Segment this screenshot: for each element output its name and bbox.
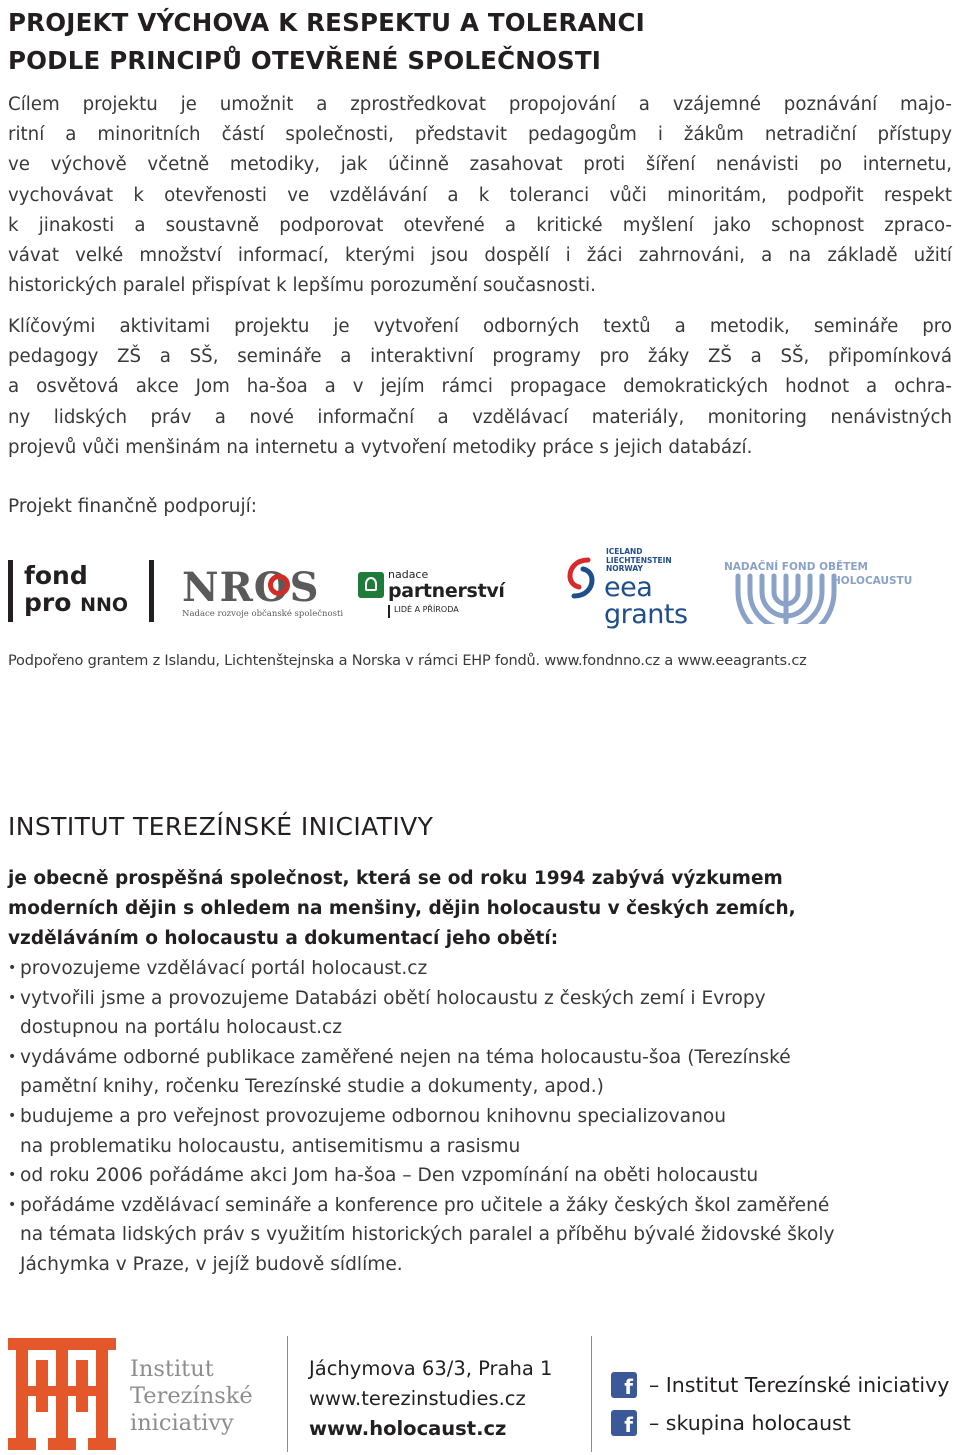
paragraph-line: Cílem projektu je umožnit a zprostředkovat propojování a vzájemné poznávání majo-	[8, 94, 952, 115]
list-item	[8, 1191, 952, 1280]
facebook-icon: f	[611, 1410, 637, 1436]
activities-list	[8, 954, 952, 1280]
list-item-line: • vytvořili jsme a provozujeme Databázi obětí holocaustu z českých zemí i Evropy	[20, 987, 766, 1009]
grant-note: Podpořeno grantem z Islandu, Lichtenštejnska a Norska v rámci EHP fondů. www.fondnno.cz a www.eeagrants.cz	[8, 653, 807, 669]
project-title	[8, 4, 645, 80]
list-item-line: Jáchymka v Praze, v jejíž budově sídlíme.	[20, 1253, 403, 1275]
institute-title: INSTITUT TEREZÍNSKÉ INICIATIVY	[8, 812, 434, 841]
support-label: Projekt finančně podporují:	[8, 496, 258, 517]
facebook-icon: f	[611, 1372, 637, 1398]
list-item-line: • vydáváme odborné publikace zaměřené nejen na téma holocaustu-šoa (Terezínské	[20, 1046, 791, 1068]
institute-name-line: Institut	[130, 1356, 214, 1382]
fondnno-logo[interactable]	[8, 560, 156, 626]
project-title-line-1: PROJEKT VÝCHOVA K RESPEKTU A TOLERANCI	[8, 8, 645, 37]
institute-lead	[8, 864, 952, 954]
lead-line: je obecně prospěšná společnost, která se od roku 1994 zabývá výzkumem	[8, 868, 783, 889]
list-item-line: pamětní knihy, ročenku Terezínské studie a dokumenty, apod.)	[20, 1076, 604, 1098]
paragraph-line: ve výchově včetně metodiky, jak účinně zasahovat proti šíření nenávisti po internetu,	[8, 154, 952, 176]
facebook-link-group[interactable]	[611, 1404, 949, 1442]
nfoh-line-2: HOLOCAUSTU	[832, 575, 913, 587]
footer-divider	[287, 1336, 288, 1452]
social-links	[611, 1366, 949, 1442]
partnerstvi-logo[interactable]	[358, 570, 508, 620]
institute-name-line: Terezínské	[130, 1383, 253, 1409]
footer-divider	[591, 1336, 592, 1452]
lead-line: vzděláváním o holocaustu a dokumentací jeho obětí:	[8, 928, 559, 949]
address: Jáchymova 63/3, Praha 1	[309, 1357, 553, 1380]
menorah-icon	[726, 568, 846, 624]
nros-logo[interactable]	[182, 564, 344, 619]
eea-line-2: grants	[604, 599, 688, 630]
list-item-line: • budujeme a pro veřejnost provozujeme odbornou knihovnu specializovanou	[20, 1105, 727, 1127]
paragraph-line: Klíčovými aktivitami projektu je vytvoření odborných textů a metodik, semináře pro	[8, 316, 952, 337]
institute-name-line: iniciativy	[130, 1410, 234, 1436]
facebook-link-institute[interactable]	[611, 1366, 949, 1404]
list-item-line: • pořádáme vzdělávací semináře a konference pro učitele a žáky českých škol zaměřené	[20, 1194, 830, 1216]
fondnno-right-bar	[149, 560, 154, 622]
list-item-line: • provozujeme vzdělávací portál holocaust.cz	[20, 958, 428, 979]
list-item	[8, 984, 952, 1043]
fondnno-line-2b: NNO	[80, 594, 129, 616]
list-item-line: dostupnou na portálu holocaust.cz	[20, 1017, 343, 1039]
website-holocaust-link[interactable]: www.holocaust.cz	[309, 1417, 507, 1440]
website-terezinstudies-link[interactable]: www.terezinstudies.cz	[309, 1387, 526, 1410]
eea-swirl-icon	[566, 556, 596, 600]
paragraph-line: a osvětová akce Jom ha-šoa a v jejím rámci propagace demokratických hodnot a ochra-	[8, 376, 952, 398]
paragraph-line: vávat velké množství informací, kterými jsou dospělí i žáci zahrnováni, a na základě užití	[8, 245, 952, 267]
paragraph-line: ritní a minoritních částí společnosti, představit pedagogům i žákům netradiční přístupy	[8, 124, 952, 146]
partnerstvi-main: partnerství	[388, 580, 505, 602]
institute-logo-icon	[8, 1338, 116, 1450]
project-title-line-2: PODLE PRINCIPŮ OTEVŘENÉ SPOLEČNOSTI	[8, 46, 602, 75]
activities-paragraph	[8, 312, 952, 463]
list-item-line: • od roku 2006 pořádáme akci Jom ha-šoa – Den vzpomínání na oběti holocaustu	[20, 1165, 759, 1187]
contact-block	[309, 1354, 552, 1444]
paragraph-line: projevů vůči menšinám na internetu a vytvoření metodiky práce s jejich databází.	[8, 436, 753, 458]
nros-caption: Nadace rozvoje občanské společnosti	[182, 609, 344, 619]
partnerstvi-caption: LIDÉ A PŘÍRODA	[394, 605, 459, 614]
funder-logos	[8, 548, 952, 640]
partnerstvi-top: nadace	[388, 568, 429, 581]
social-label: – Institut Terezínské iniciativy	[649, 1373, 950, 1397]
paragraph-line: historických paralel přispívat k lepšímu porozumění současnosti.	[8, 275, 596, 297]
social-label: – skupina holocaust	[649, 1411, 851, 1435]
list-item-line: na témata lidských práv s využitím historických paralel a příběhu bývalé židovské školy	[20, 1224, 835, 1246]
nros-circle-mark	[268, 574, 290, 596]
eea-grants-logo[interactable]	[566, 548, 696, 634]
intro-paragraph	[8, 90, 952, 301]
list-item	[8, 1161, 952, 1191]
paragraph-line: pedagogy ZŠ a SŠ, semináře a interaktivní programy pro žáky ZŠ a SŠ, připomínková	[8, 346, 952, 368]
partnerstvi-mark-icon	[358, 572, 384, 598]
eea-country-1: ICELAND	[606, 547, 643, 556]
list-item-line: na problematiku holocaustu, antisemitismu a rasismu	[20, 1135, 521, 1157]
list-item	[8, 1102, 952, 1161]
nfoh-logo[interactable]	[724, 558, 924, 638]
list-item	[8, 1043, 952, 1102]
list-item	[8, 954, 952, 984]
fondnno-left-bar	[8, 560, 13, 622]
paragraph-line: vychovávat k otevřenosti ve vzdělávání a k toleranci vůči minoritám, podpořit respekt	[8, 184, 952, 206]
eea-country-3: NORWAY	[606, 564, 643, 573]
eea-country-2: LIECHTENSTEIN	[606, 555, 672, 565]
nfoh-line-1: NADAČNÍ FOND OBĚTEM	[724, 561, 868, 573]
lead-line: moderních dějin s ohledem na menšiny, dějin holocaustu v českých zemích,	[8, 898, 796, 919]
nros-word: NROS	[182, 564, 320, 611]
paragraph-line: ny lidských práv a nové informační a vzdělávací materiály, monitoring nenávistných	[8, 406, 952, 428]
footer	[8, 1330, 960, 1455]
paragraph-line: k jinakosti a soustavně podporovat otevřené a kritické myšlení jako schopnost zpraco-	[8, 214, 952, 236]
institute-name	[130, 1356, 253, 1437]
fondnno-line-2a: pro	[24, 588, 81, 617]
fondnno-line-1: fond	[24, 561, 88, 590]
eea-line-1: eea	[604, 572, 653, 603]
